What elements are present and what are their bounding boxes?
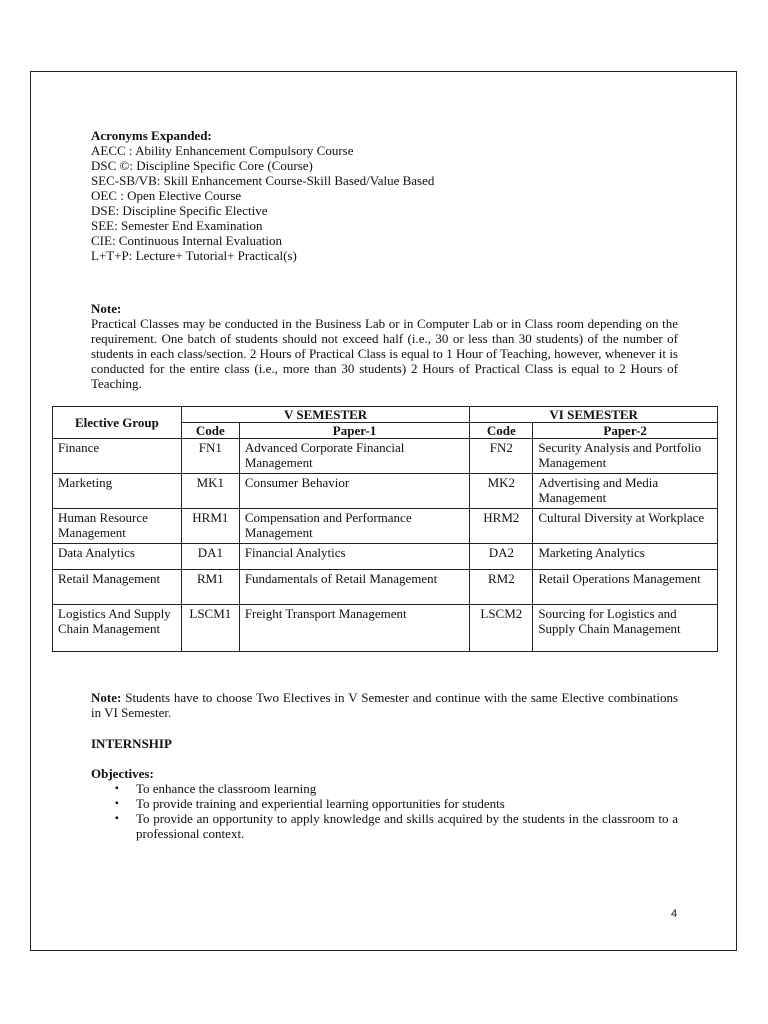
paper-cell: Security Analysis and Portfolio Management: [533, 439, 718, 474]
paper-cell: Advertising and Media Management: [533, 474, 718, 509]
internship-heading: INTERNSHIP: [91, 736, 172, 751]
code-cell: FN2: [470, 439, 533, 474]
acronyms-heading: Acronyms Expanded:: [91, 128, 212, 143]
page-number: 4: [671, 908, 678, 920]
bullet-icon: ▪: [115, 798, 119, 809]
bullet-icon: ▪: [115, 783, 119, 794]
elective-group-cell: Retail Management: [53, 570, 182, 605]
elective-group-cell: Data Analytics: [53, 544, 182, 570]
paper2-header: Paper-2: [533, 423, 718, 439]
paper-cell: Retail Operations Management: [533, 570, 718, 605]
paper-cell: Consumer Behavior: [239, 474, 470, 509]
code-cell: HRM2: [470, 509, 533, 544]
note-label: Note:: [91, 690, 122, 705]
paper-cell: Sourcing for Logistics and Supply Chain Management: [533, 605, 718, 652]
acronym-item: DSE: Discipline Specific Elective: [91, 203, 268, 218]
note-heading: Note:: [91, 301, 122, 316]
elective-group-cell: Finance: [53, 439, 182, 474]
list-item: [91, 811, 678, 841]
code-cell: DA2: [470, 544, 533, 570]
code-cell: MK1: [181, 474, 239, 509]
practical-classes-note: [91, 301, 678, 391]
code-cell: FN1: [181, 439, 239, 474]
paper-cell: Compensation and Performance Management: [239, 509, 470, 544]
objectives-list: [91, 781, 678, 841]
code-header: Code: [181, 423, 239, 439]
paper-cell: Advanced Corporate Financial Management: [239, 439, 470, 474]
code-cell: RM2: [470, 570, 533, 605]
acronyms-section: [91, 128, 691, 263]
paper-cell: Cultural Diversity at Workplace: [533, 509, 718, 544]
elective-group-cell: Human Resource Management: [53, 509, 182, 544]
elective-table: [52, 406, 718, 652]
acronym-item: L+T+P: Lecture+ Tutorial+ Practical(s): [91, 248, 297, 263]
acronym-item: CIE: Continuous Internal Evaluation: [91, 233, 282, 248]
bullet-icon: ▪: [115, 813, 119, 824]
note-paragraph: Practical Classes may be conducted in the Business Lab or in Computer Lab or in Class room depending on the requirement. One batch of students should not exceed half (i.e., 30 or less than 30 students) of the number of students in each class/section. 2 Hours of Practical Class is equal to 1 Hour of Teaching, however, whenever it is conducted for the entire class (i.e., more than 30 students) 2 Hours of Practical Class is equal to 2 Hours of Teaching.: [91, 316, 678, 391]
list-item: [91, 781, 678, 796]
acronym-item: SEE: Semester End Examination: [91, 218, 263, 233]
table-row: [53, 544, 718, 570]
code-cell: DA1: [181, 544, 239, 570]
table-row: [53, 509, 718, 544]
table-row: [53, 474, 718, 509]
acronym-item: OEC : Open Elective Course: [91, 188, 242, 203]
elective-group-cell: Logistics And Supply Chain Management: [53, 605, 182, 652]
objectives-section: [91, 766, 678, 841]
code-cell: RM1: [181, 570, 239, 605]
paper-cell: Financial Analytics: [239, 544, 470, 570]
code-cell: LSCM1: [181, 605, 239, 652]
objective-text: To enhance the classroom learning: [136, 781, 317, 796]
objective-text: To provide training and experiential learning opportunities for students: [136, 796, 505, 811]
acronym-item: DSC ©: Discipline Specific Core (Course): [91, 158, 313, 173]
code-cell: HRM1: [181, 509, 239, 544]
table-row: [53, 605, 718, 652]
paper-cell: Marketing Analytics: [533, 544, 718, 570]
code-cell: MK2: [470, 474, 533, 509]
acronym-item: SEC-SB/VB: Skill Enhancement Course-Skill Based/Value Based: [91, 173, 435, 188]
elective-group-header: Elective Group: [53, 407, 182, 439]
list-item: [91, 796, 678, 811]
note-text: Students have to choose Two Electives in V Semester and continue with the same Elective combinations in VI Semester.: [91, 690, 678, 720]
code-cell: LSCM2: [470, 605, 533, 652]
paper-cell: Fundamentals of Retail Management: [239, 570, 470, 605]
acronym-item: AECC : Ability Enhancement Compulsory Course: [91, 143, 354, 158]
sem6-header: VI SEMESTER: [470, 407, 718, 423]
paper1-header: Paper-1: [239, 423, 470, 439]
elective-group-cell: Marketing: [53, 474, 182, 509]
elective-choice-note: [91, 690, 678, 720]
table-row: [53, 439, 718, 474]
table-row: [53, 570, 718, 605]
code-header: Code: [470, 423, 533, 439]
sem5-header: V SEMESTER: [181, 407, 470, 423]
objective-text: To provide an opportunity to apply knowledge and skills acquired by the students in the classroom to a professional context.: [136, 811, 678, 841]
objectives-heading: Objectives:: [91, 766, 154, 781]
paper-cell: Freight Transport Management: [239, 605, 470, 652]
